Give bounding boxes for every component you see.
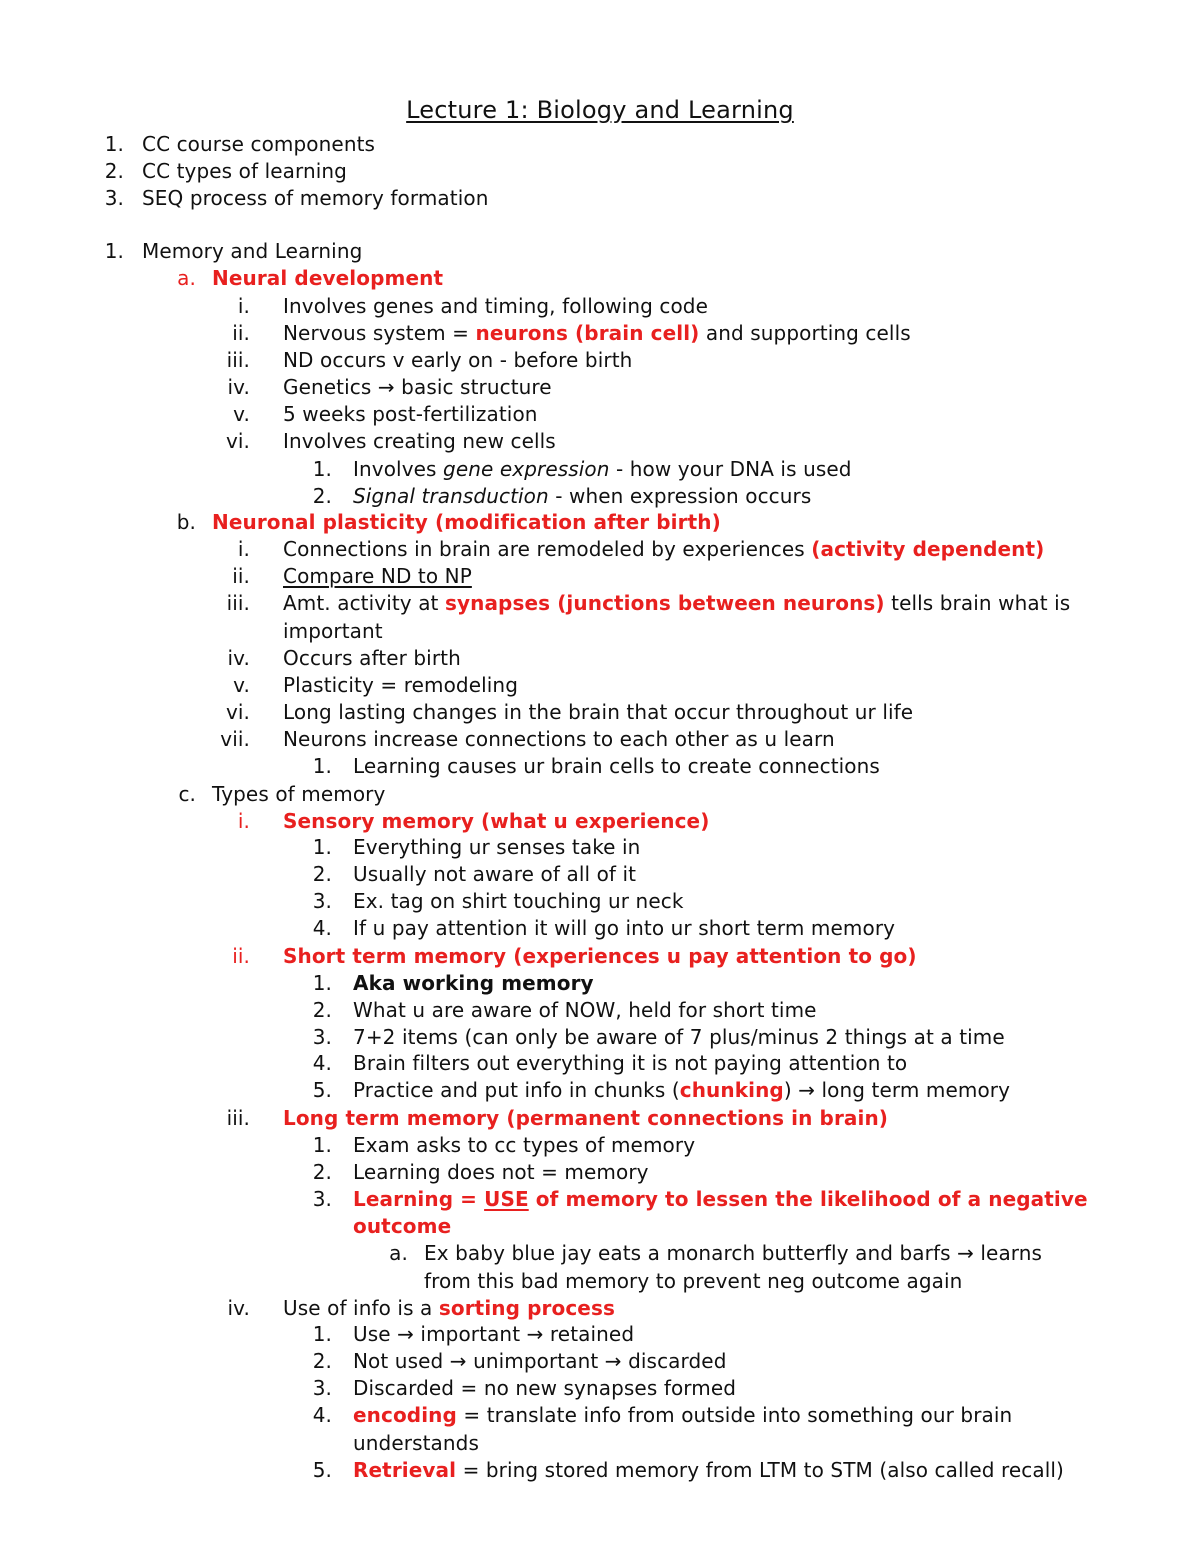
item-text: Nervous system = neurons (brain cell) and supporting cells xyxy=(283,321,911,345)
item-text: Aka working memory xyxy=(353,971,594,995)
item-text: Involves genes and timing, following code xyxy=(283,294,708,318)
item-text: encoding = translate info from outside into something our brain xyxy=(353,1403,1013,1427)
subsection-heading: Neuronal plasticity (modification after birth) xyxy=(212,510,721,534)
list-marker: 4. xyxy=(312,1051,332,1075)
item-heading: Sensory memory (what u experience) xyxy=(283,809,710,833)
item-text: Compare ND to NP xyxy=(283,564,472,588)
item-text: Usually not aware of all of it xyxy=(353,862,637,886)
item-text: Connections in brain are remodeled by experiences (activity dependent) xyxy=(283,537,1045,561)
item-text: Brain filters out everything it is not paying attention to xyxy=(353,1051,908,1075)
item-text: ND occurs v early on - before birth xyxy=(283,348,633,372)
list-marker: 2. xyxy=(312,1349,332,1373)
item-text: 7+2 items (can only be aware of 7 plus/minus 2 things at a time xyxy=(353,1025,1005,1049)
item-heading: Long term memory (permanent connections in brain) xyxy=(283,1106,889,1130)
item-text: important xyxy=(283,619,383,643)
list-marker: vii. xyxy=(220,727,250,751)
list-marker: c. xyxy=(178,782,196,806)
objective-text: CC types of learning xyxy=(142,159,347,183)
item-text: Practice and put info in chunks (chunking) → long term memory xyxy=(353,1078,1011,1102)
item-text: What u are aware of NOW, held for short time xyxy=(353,998,817,1022)
list-marker: ii. xyxy=(232,564,250,588)
item-text: Learning causes ur brain cells to create connections xyxy=(353,754,880,778)
list-marker: 1. xyxy=(104,239,124,263)
list-marker: 3. xyxy=(312,1376,332,1400)
list-marker: 1. xyxy=(312,457,332,481)
list-marker: 3. xyxy=(312,1025,332,1049)
item-text: Learning = USE of memory to lessen the likelihood of a negative xyxy=(353,1187,1088,1211)
list-marker: v. xyxy=(233,402,250,426)
list-marker: 1. xyxy=(312,1133,332,1157)
list-marker: b. xyxy=(176,510,196,534)
list-marker: 3. xyxy=(104,186,124,210)
item-text: 5 weeks post-fertilization xyxy=(283,402,538,426)
list-marker: ii. xyxy=(232,321,250,345)
item-text: Amt. activity at synapses (junctions between neurons) tells brain what is xyxy=(283,591,1071,615)
highlight-term: sorting process xyxy=(438,1296,615,1320)
item-text: Involves creating new cells xyxy=(283,429,556,453)
item-text: outcome xyxy=(353,1214,452,1238)
list-marker: vi. xyxy=(225,429,250,453)
item-heading: Short term memory (experiences u pay attention to go) xyxy=(283,944,917,968)
list-marker: iii. xyxy=(226,348,250,372)
list-marker: a. xyxy=(177,266,196,290)
list-marker: 4. xyxy=(312,1403,332,1427)
list-marker: 5. xyxy=(312,1078,332,1102)
list-marker: 1. xyxy=(312,754,332,778)
list-marker: 2. xyxy=(312,998,332,1022)
item-text: Learning does not = memory xyxy=(353,1160,649,1184)
list-marker: iv. xyxy=(227,375,250,399)
list-marker: iv. xyxy=(227,646,250,670)
list-marker: 1. xyxy=(104,132,124,156)
item-text: Ex baby blue jay eats a monarch butterfly and barfs → learns xyxy=(424,1241,1043,1265)
item-text: Plasticity = remodeling xyxy=(283,673,518,697)
list-marker: 2. xyxy=(104,159,124,183)
item-text: understands xyxy=(353,1431,479,1455)
list-marker: 1. xyxy=(312,971,332,995)
item-text: Everything ur senses take in xyxy=(353,835,641,859)
list-marker: iii. xyxy=(226,591,250,615)
list-marker: iv. xyxy=(227,1296,250,1320)
item-text: Use of info is a sorting process xyxy=(283,1296,615,1320)
item-text: If u pay attention it will go into ur short term memory xyxy=(353,916,896,940)
list-marker: vi. xyxy=(225,700,250,724)
item-text: Discarded = no new synapses formed xyxy=(353,1376,737,1400)
item-text: Use → important → retained xyxy=(353,1322,635,1346)
list-marker: 2. xyxy=(312,862,332,886)
objective-text: CC course components xyxy=(142,132,376,156)
highlight-term: chunking xyxy=(679,1078,784,1102)
item-text: Signal transduction - when expression occurs xyxy=(353,484,812,508)
highlight-term: (activity dependent) xyxy=(811,537,1045,561)
item-text: Involves gene expression - how your DNA is used xyxy=(353,457,852,481)
subsection-heading: Types of memory xyxy=(212,782,386,806)
section-title: Memory and Learning xyxy=(142,239,363,263)
item-text: Exam asks to cc types of memory xyxy=(353,1133,696,1157)
item-text: Neurons increase connections to each other as u learn xyxy=(283,727,835,751)
list-marker: i. xyxy=(237,294,250,318)
page-title: Lecture 1: Biology and Learning xyxy=(406,96,794,124)
item-text: Not used → unimportant → discarded xyxy=(353,1349,727,1373)
list-marker: a. xyxy=(389,1241,408,1265)
list-marker: v. xyxy=(233,673,250,697)
list-marker: 1. xyxy=(312,1322,332,1346)
subsection-heading: Neural development xyxy=(212,266,444,290)
list-marker: iii. xyxy=(226,1106,250,1130)
list-marker: i. xyxy=(237,809,250,833)
list-marker: 3. xyxy=(312,889,332,913)
highlight-term: synapses (junctions between neurons) xyxy=(444,591,885,615)
highlight-term: Retrieval xyxy=(353,1458,457,1482)
item-text: Occurs after birth xyxy=(283,646,461,670)
list-marker: 3. xyxy=(312,1187,332,1211)
item-text: Retrieval = bring stored memory from LTM to STM (also called recall) xyxy=(353,1458,1064,1482)
item-text: from this bad memory to prevent neg outcome again xyxy=(424,1269,963,1293)
list-marker: 5. xyxy=(312,1458,332,1482)
list-marker: i. xyxy=(237,537,250,561)
list-marker: 2. xyxy=(312,484,332,508)
item-text: Genetics → basic structure xyxy=(283,375,552,399)
list-marker: ii. xyxy=(232,944,250,968)
item-text: Ex. tag on shirt touching ur neck xyxy=(353,889,684,913)
highlight-term: encoding xyxy=(353,1403,457,1427)
list-marker: 4. xyxy=(312,916,332,940)
list-marker: 1. xyxy=(312,835,332,859)
highlight-term: neurons (brain cell) xyxy=(475,321,700,345)
list-marker: 2. xyxy=(312,1160,332,1184)
item-text: Long lasting changes in the brain that occur throughout ur life xyxy=(283,700,914,724)
objective-text: SEQ process of memory formation xyxy=(142,186,489,210)
